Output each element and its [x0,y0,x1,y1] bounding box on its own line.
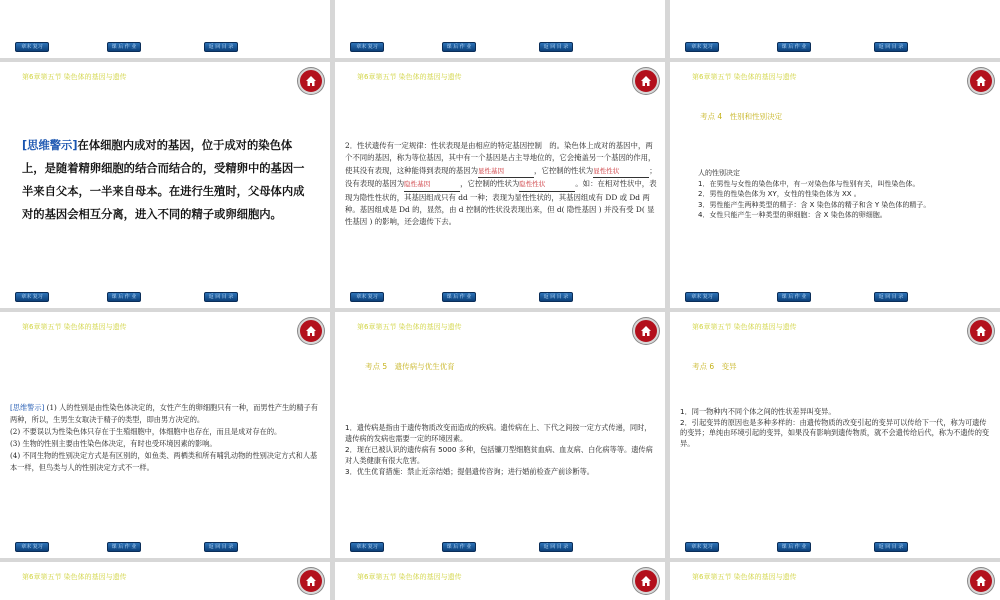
para-text: 2．性状遗传有一定规律：性状表现是由相应的特定基因控制 的。染色体上成对的基因中，两个不同的基因，称为等位基因，其中有一个基因是占主导地位的，它会掩盖另一个基因的作用，使其没有表现，这种能得到表现的基因为 [345,141,656,175]
para-text: ，它控制的性状为 [534,165,594,175]
list-item: 3．优生优育措施：禁止近亲结婚；提倡遗传咨询；进行婚前检查产前诊断等。 [345,467,594,476]
review-button[interactable]: 章末 复习 [685,292,719,302]
blank-recessive-gene [404,178,460,191]
slide-header: 第6章第五节 染色体的基因与遗传 [22,323,127,331]
warning-label: [思维警示] [22,139,78,152]
review-button[interactable]: 章末 复习 [685,42,719,52]
homework-button[interactable]: 课 后 作 业 [442,42,476,52]
nav-bar [670,42,1000,52]
answer-dominant-trait: 显性性状 [593,166,620,175]
homework-button[interactable]: 课 后 作 业 [442,542,476,552]
home-button[interactable] [298,318,324,344]
answer-recessive-gene: 隐性基因 [404,180,431,189]
homework-button[interactable]: 课 后 作 业 [442,292,476,302]
home-button[interactable] [298,568,324,594]
genetic-disease-list [345,422,657,477]
blank-dominant-gene [478,165,534,178]
review-button[interactable]: 章末 复习 [15,542,49,552]
warning-para-3: (3) 生物的性别主要由性染色体决定，有时也受环境因素的影响。 [10,439,217,448]
slide-header: 第6章第五节 染色体的基因与遗传 [22,73,127,81]
para-text: 。如：在相对性状中，表现为隐性性状的，其基因组成只有 dd 一种；表现为显性性状的，其基因组成有 DD 或 Dd 两种。基因组成是 Dd 的，显然，由 d 控制的性状没表现出来，但 d( 隐性基因 ) 并没有受 D( 显性基因 ) 的影响，还会遗传下去。 [345,179,657,227]
list-item: 1．同一物种内不同个体之间的性状差异叫变异。 [680,407,836,416]
home-icon [305,575,317,587]
list-item: 1．在男性与女性的染色体中，有一对染色体与性别有关，叫性染色体。 [698,179,920,188]
back-to-contents-button[interactable]: 返 回 目 录 [204,42,238,52]
home-icon [975,325,987,337]
home-button[interactable] [633,318,659,344]
back-to-contents-button[interactable]: 返 回 目 录 [204,542,238,552]
home-icon [640,325,652,337]
nav-bar [670,542,1000,552]
review-button[interactable]: 章末 复习 [350,292,384,302]
list-item: 人的性别决定 [698,169,740,177]
slide-r3-c2 [335,312,665,558]
homework-button[interactable]: 课 后 作 业 [107,542,141,552]
slide-r4-c1 [0,562,330,600]
slide-header: 第6章第五节 染色体的基因与遗传 [357,73,462,81]
review-button[interactable]: 章末 复习 [15,42,49,52]
home-icon [975,75,987,87]
review-button[interactable]: 章末 复习 [350,542,384,552]
slide-header: 第6章第五节 染色体的基因与遗传 [692,73,797,81]
home-icon [975,575,987,587]
back-to-contents-button[interactable]: 返 回 目 录 [204,292,238,302]
nav-bar [335,292,665,302]
slide-r4-c3 [670,562,1000,600]
genetics-paragraph [345,140,657,229]
home-icon [305,325,317,337]
back-to-contents-button[interactable]: 返 回 目 录 [539,292,573,302]
list-item: 2．引起变异的原因也是多种多样的：由遗传物质的改变引起的变异可以传给下一代，称为可遗传的变异；单纯由环境引起的变异，如果没有影响到遗传物质，就不会遗传给后代，称为不遗传的变异。 [680,417,990,448]
review-button[interactable]: 章末 复习 [685,542,719,552]
variation-list [680,407,992,449]
list-item: 2．现在已被认识的遗传病有 5000 多种，包括镰刀型细胞贫血病、血友病、白化病等等。遗传病对人类健康有很大危害。 [345,445,653,465]
warning-para-1 [10,402,322,426]
slide-r2-c2 [335,62,665,308]
list-item: 2．男性的性染色体为 XY，女性的性染色体为 XX 。 [698,190,861,198]
topic-heading: 考点 4 性别和性别决定 [700,112,783,121]
list-item: 1．遗传病是指由于遗传物质改变而造成的疾病。遗传病在上、下代之间按一定方式传递，同时，遗传病的发病也需要一定的环境因素。 [345,423,652,443]
nav-bar [0,292,330,302]
slide-r2-c3 [670,62,1000,308]
slide-r1-c1 [0,0,330,58]
home-icon [640,575,652,587]
homework-button[interactable]: 课 后 作 业 [107,292,141,302]
slide-header: 第6章第五节 染色体的基因与遗传 [692,323,797,331]
home-icon [305,75,317,87]
answer-dominant-gene: 显性基因 [478,166,505,175]
blank-dominant-trait [593,165,649,178]
slide-header: 第6章第五节 染色体的基因与遗传 [22,573,127,581]
answer-recessive-trait: 隐性性状 [519,180,546,189]
slide-r3-c3 [670,312,1000,558]
back-to-contents-button[interactable]: 返 回 目 录 [874,292,908,302]
nav-bar [335,42,665,52]
slide-r1-c3 [670,0,1000,58]
warning-paragraphs [10,402,322,474]
review-button[interactable]: 章末 复习 [15,292,49,302]
slide-header: 第6章第五节 染色体的基因与遗传 [357,323,462,331]
slide-header: 第6章第五节 染色体的基因与遗传 [357,573,462,581]
nav-bar [0,542,330,552]
slide-header: 第6章第五节 染色体的基因与遗传 [692,573,797,581]
home-button[interactable] [968,318,994,344]
warning-label: [思维警示] [10,403,45,412]
list-item: 3．男性能产生两种类型的精子：含 X 染色体的精子和含 Y 染色体的精子。 [698,200,931,209]
home-button[interactable] [968,568,994,594]
topic-heading: 考点 6 变异 [692,362,737,371]
slide-r4-c2 [335,562,665,600]
back-to-contents-button[interactable]: 返 回 目 录 [539,542,573,552]
homework-button[interactable]: 课 后 作 业 [777,292,811,302]
nav-bar [670,292,1000,302]
slide-r2-c1 [0,62,330,308]
home-button[interactable] [298,68,324,94]
sex-determination-list [698,168,993,221]
warning-para-2: (2) 不要误以为性染色体只存在于生殖细胞中，体细胞中也存在，而且是成对存在的。 [10,427,282,436]
home-button[interactable] [633,568,659,594]
para-text: ；没有表现的基因为 [345,165,657,189]
para-text: ，它控制的性状为 [460,179,520,189]
review-button[interactable]: 章末 复习 [350,42,384,52]
list-item: 4．女性只能产生一种类型的卵细胞：含 X 染色体的卵细胞。 [698,211,887,219]
slide-r1-c2 [335,0,665,58]
homework-button[interactable]: 课 后 作 业 [107,42,141,52]
back-to-contents-button[interactable]: 返 回 目 录 [874,42,908,52]
nav-bar [0,42,330,52]
homework-button[interactable]: 课 后 作 业 [777,42,811,52]
blank-recessive-trait [519,178,575,191]
topic-heading: 考点 5 遗传病与优生优育 [365,362,455,371]
warning-text: 在体细胞内成对的基因，位于成对的染色体上，是随着精卵细胞的结合而结合的，受精卵中的基因一半来自父本，一半来自母本。在进行生殖时，父母体内成对的基因会相互分离，进入不同的精子或卵细胞内。 [22,139,305,221]
home-button[interactable] [633,68,659,94]
warning-paragraph [22,134,314,226]
nav-bar [335,542,665,552]
slide-r3-c1 [0,312,330,558]
warning-para-4: (4) 不同生物的性别决定方式是有区别的，如鱼类、两栖类和所有哺乳动物的性别决定方式和人基本一样，但鸟类与人的性别决定方式不一样。 [10,451,318,472]
homework-button[interactable]: 课 后 作 业 [777,542,811,552]
back-to-contents-button[interactable]: 返 回 目 录 [539,42,573,52]
home-button[interactable] [968,68,994,94]
para-text: (1) 人的性别是由性染色体决定的，女性产生的卵细胞只有一种，而男性产生的精子有两种，所以，生男生女取决于精子的类型，即由男方决定的。 [10,403,318,424]
home-icon [640,75,652,87]
back-to-contents-button[interactable]: 返 回 目 录 [874,542,908,552]
